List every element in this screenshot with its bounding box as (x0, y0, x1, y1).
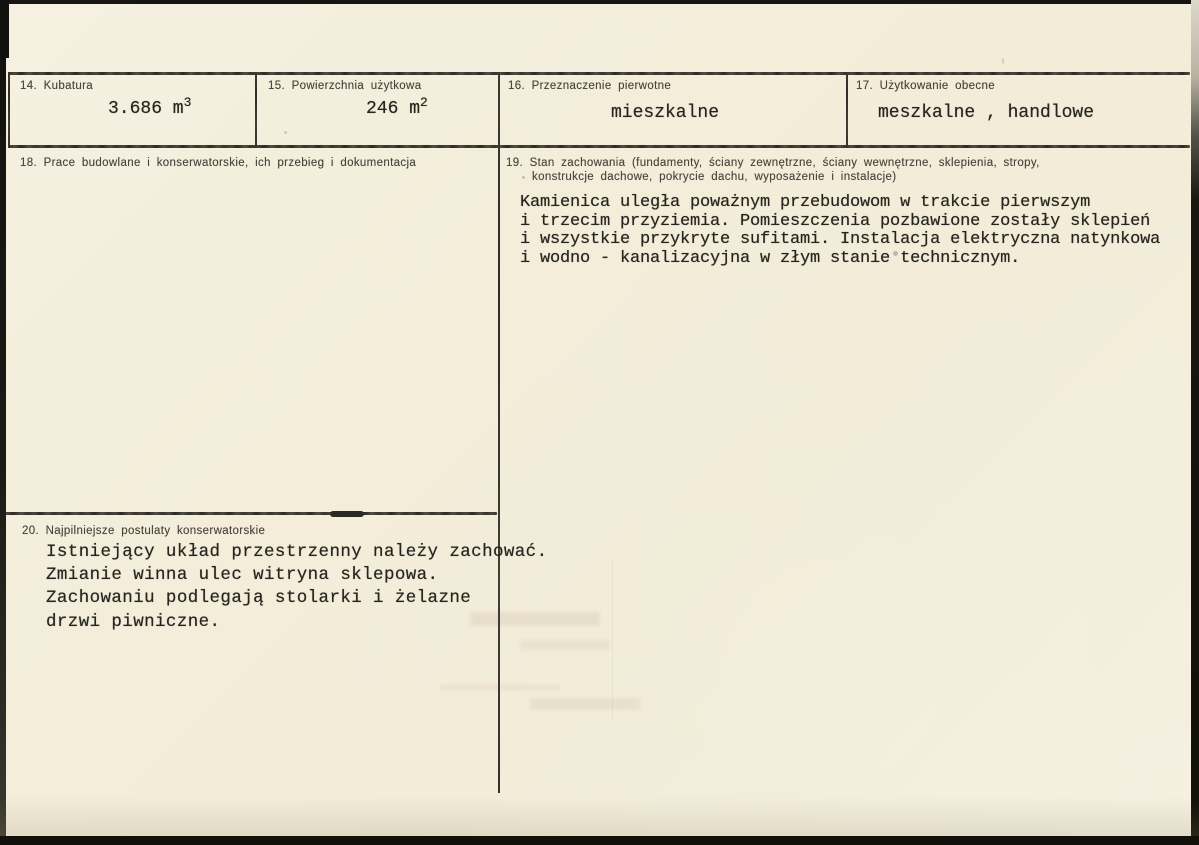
dust-speck (1002, 58, 1004, 64)
field-16-value: mieszkalne (611, 103, 720, 123)
field-14-superscript: 3 (183, 95, 192, 110)
section20-top-rule (0, 512, 497, 515)
scan-right-edge (1191, 0, 1199, 845)
bleedthrough-mark (440, 686, 560, 689)
ink-blob (330, 511, 364, 517)
scan-top-edge (0, 0, 1199, 4)
field-14-value (108, 95, 192, 119)
field-17-label: 17. Użytkowanie obecne (856, 80, 995, 92)
field-17-value: meszkalne , handlowe (878, 103, 1095, 123)
section-20-text-line: Istniejący układ przestrzenny należy zachować. (46, 542, 548, 562)
section-19-text-line: i wodno - kanalizacyjna w złym stanie technicznym. (520, 248, 1021, 268)
section-19-text-line: i trzecim przyziemia. Pomieszczenia pozbawione zostały sklepień (520, 211, 1151, 231)
main-column-divider (498, 72, 500, 793)
field-14-label: 14. Kubatura (20, 80, 94, 92)
dust-speck (522, 176, 525, 179)
section-19-label-line2: konstrukcje dachowe, pokrycie dachu, wyposażenie i instalacje) (532, 171, 897, 183)
paper-crease (612, 560, 613, 720)
fields-left-border (8, 72, 10, 148)
section-20-text-line: Zmianie winna ulec witryna sklepowa. (46, 565, 439, 586)
field-15-value (366, 95, 428, 119)
dust-speck (284, 131, 287, 134)
section-19-text-line: Kamienica uległa poważnym przebudowom w trakcie pierwszym (520, 193, 1091, 212)
section-20-label: 20. Najpilniejsze postulaty konserwatorskie (22, 525, 266, 537)
table-top-rule (8, 72, 1190, 75)
field-14-value-base: 3.686 m (108, 99, 184, 119)
scan-bottom-shadow (0, 796, 1199, 836)
scan-bottom-edge (0, 836, 1199, 845)
divider-16-17 (846, 72, 848, 148)
section-20-text-line: Zachowaniu podlegają stolarki i żelazne (46, 588, 472, 609)
scan-left-edge-notch (0, 0, 9, 58)
section-19-text-line: i wszystkie przykryte sufitami. Instalacja elektryczna natynkowa (520, 230, 1161, 250)
section-19-text (520, 194, 1160, 268)
section-20-text-line: drzwi piwniczne. (46, 611, 221, 632)
field-15-superscript: 2 (420, 95, 428, 110)
bleedthrough-mark (520, 640, 610, 650)
section-20-text (46, 541, 547, 634)
field-16-label: 16. Przeznaczenie pierwotne (508, 80, 672, 92)
section-19-label-line1: 19. Stan zachowania (fundamenty, ściany zewnętrzne, ściany wewnętrzne, sklepienia, stropy, (506, 157, 1040, 169)
field-15-value-base: 246 m (366, 99, 421, 119)
field-15-label: 15. Powierzchnia użytkowa (268, 80, 422, 92)
divider-14-15 (255, 72, 257, 148)
bleedthrough-mark (530, 698, 640, 710)
table-mid-rule (8, 145, 1190, 148)
section-18-label: 18. Prace budowlane i konserwatorskie, ich przebieg i dokumentacja (20, 157, 417, 169)
scan-left-edge (0, 0, 6, 845)
